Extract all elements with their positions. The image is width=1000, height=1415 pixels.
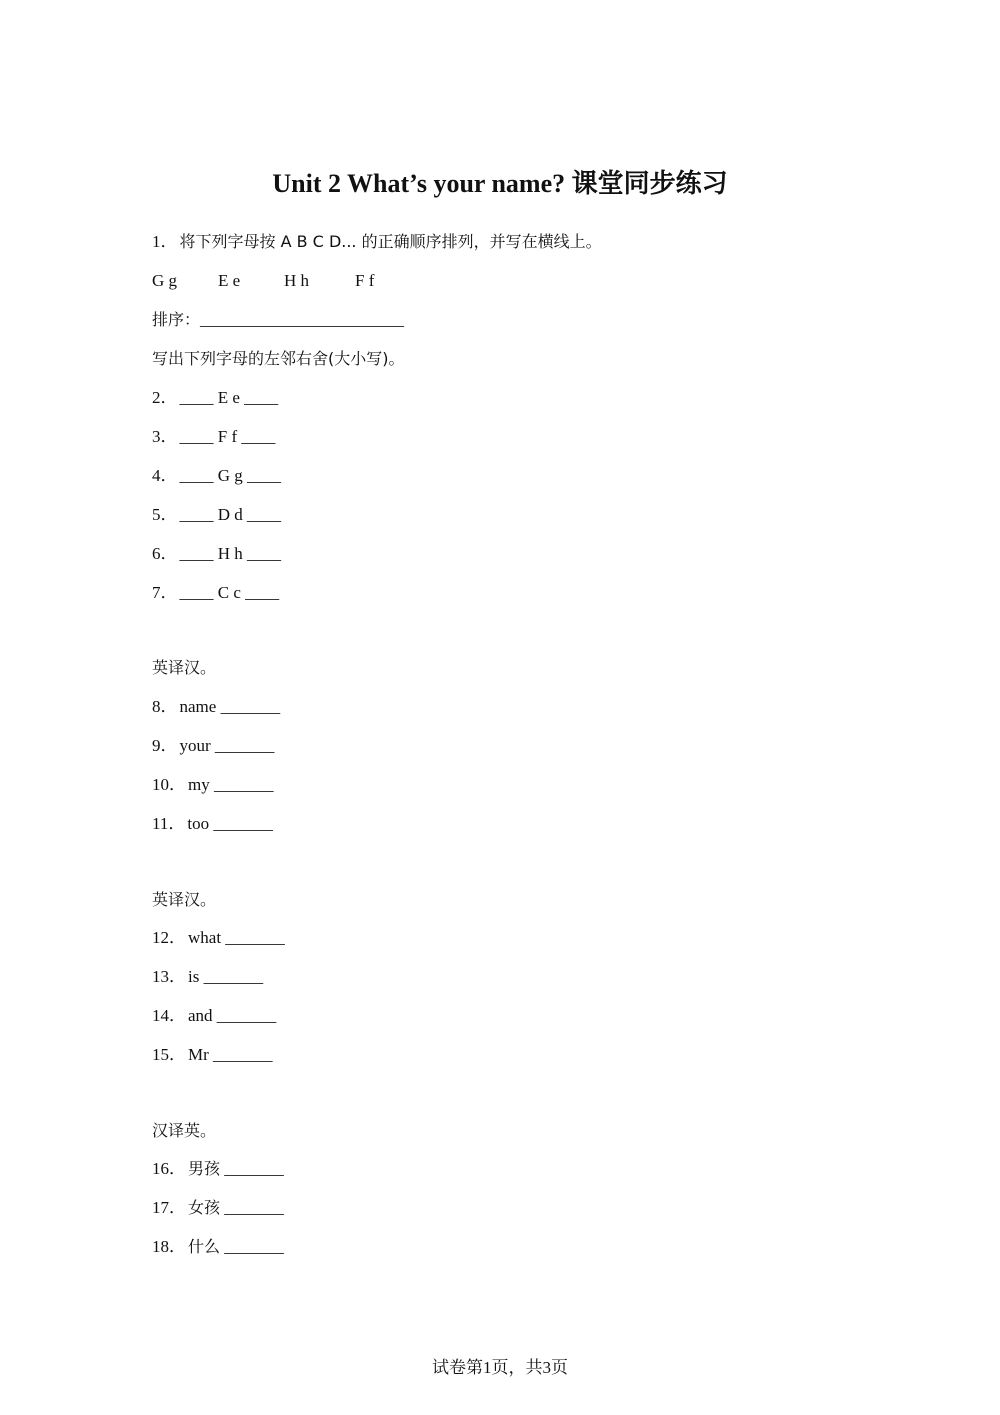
answer-blank[interactable]: _______ <box>224 1237 284 1256</box>
question-number: 9． <box>152 736 178 755</box>
page-footer: 试卷第1页，共3页 <box>432 1358 568 1377</box>
question-text[interactable]: too _______ <box>187 814 273 833</box>
question-number: 5． <box>152 505 178 524</box>
answer-blank[interactable]: _______ <box>224 1159 284 1178</box>
question-item <box>152 813 273 835</box>
question-text[interactable]: is _______ <box>188 967 264 986</box>
answer-blank[interactable]: ________________________ <box>200 310 405 329</box>
question-number: 11． <box>152 814 186 833</box>
sort-label: 排序： <box>152 310 201 329</box>
question-text[interactable]: ____ H h ____ <box>179 544 282 563</box>
question-number: 13． <box>152 967 186 986</box>
question-text[interactable]: ____ D d ____ <box>179 505 282 524</box>
question-item <box>152 1236 284 1258</box>
question-text[interactable]: ____ E e ____ <box>179 388 279 407</box>
question-item <box>152 465 281 487</box>
question-item <box>152 543 281 565</box>
sort-answer-line <box>152 309 404 331</box>
question-number: 16． <box>152 1159 186 1178</box>
question-number: 7． <box>152 583 178 602</box>
section-heading: 英译汉。 <box>152 658 217 677</box>
question-text[interactable]: ____ F f ____ <box>179 427 276 446</box>
question-number: 10． <box>152 775 186 794</box>
question-number: 3． <box>152 427 178 446</box>
question-number: 17． <box>152 1198 186 1217</box>
question-item <box>152 774 273 796</box>
question-item <box>152 927 285 949</box>
question-item <box>152 426 275 448</box>
question-text[interactable]: ____ C c ____ <box>179 583 280 602</box>
question-item <box>152 504 281 526</box>
question-item <box>152 1044 273 1066</box>
question-item <box>152 1197 284 1219</box>
question-item <box>152 696 280 718</box>
section-heading: 英译汉。 <box>152 890 217 909</box>
letter-item: E e <box>218 271 241 290</box>
question-item <box>152 1005 276 1027</box>
section-heading: 写出下列字母的左邻右舍(大小写)。 <box>152 349 405 368</box>
answer-blank[interactable]: _______ <box>224 1198 284 1217</box>
page-title: Unit 2 What’s your name? 课堂同步练习 <box>272 169 728 198</box>
question-text[interactable]: ____ G g ____ <box>179 466 282 485</box>
letter-item: H h <box>284 271 310 290</box>
question-number: 4． <box>152 466 178 485</box>
question-text[interactable]: your _______ <box>179 736 275 755</box>
question-number: 8． <box>152 697 178 716</box>
letter-list <box>152 270 374 292</box>
question-1 <box>152 231 602 253</box>
question-number: 12． <box>152 928 186 947</box>
question-number: 15． <box>152 1045 186 1064</box>
question-text[interactable]: name _______ <box>179 697 281 716</box>
question-number: 1． <box>152 232 178 251</box>
question-text[interactable]: my _______ <box>188 775 274 794</box>
question-text[interactable]: and _______ <box>188 1006 277 1025</box>
question-text[interactable]: what _______ <box>188 928 285 947</box>
question-item <box>152 387 278 409</box>
question-text[interactable]: Mr _______ <box>188 1045 273 1064</box>
question-item <box>152 966 263 988</box>
question-word: 什么 <box>188 1237 221 1256</box>
question-item <box>152 582 279 604</box>
question-word: 女孩 <box>188 1198 221 1217</box>
question-number: 2． <box>152 388 178 407</box>
question-number: 18． <box>152 1237 186 1256</box>
question-number: 14． <box>152 1006 186 1025</box>
letter-item: G g <box>152 271 178 290</box>
question-item <box>152 735 274 757</box>
section-heading: 汉译英。 <box>152 1121 217 1140</box>
letter-item: F f <box>355 271 375 290</box>
question-item <box>152 1158 284 1180</box>
question-word: 男孩 <box>188 1159 221 1178</box>
question-number: 6． <box>152 544 178 563</box>
question-text: 将下列字母按 A B C D... 的正确顺序排列，并写在横线上。 <box>179 232 602 251</box>
